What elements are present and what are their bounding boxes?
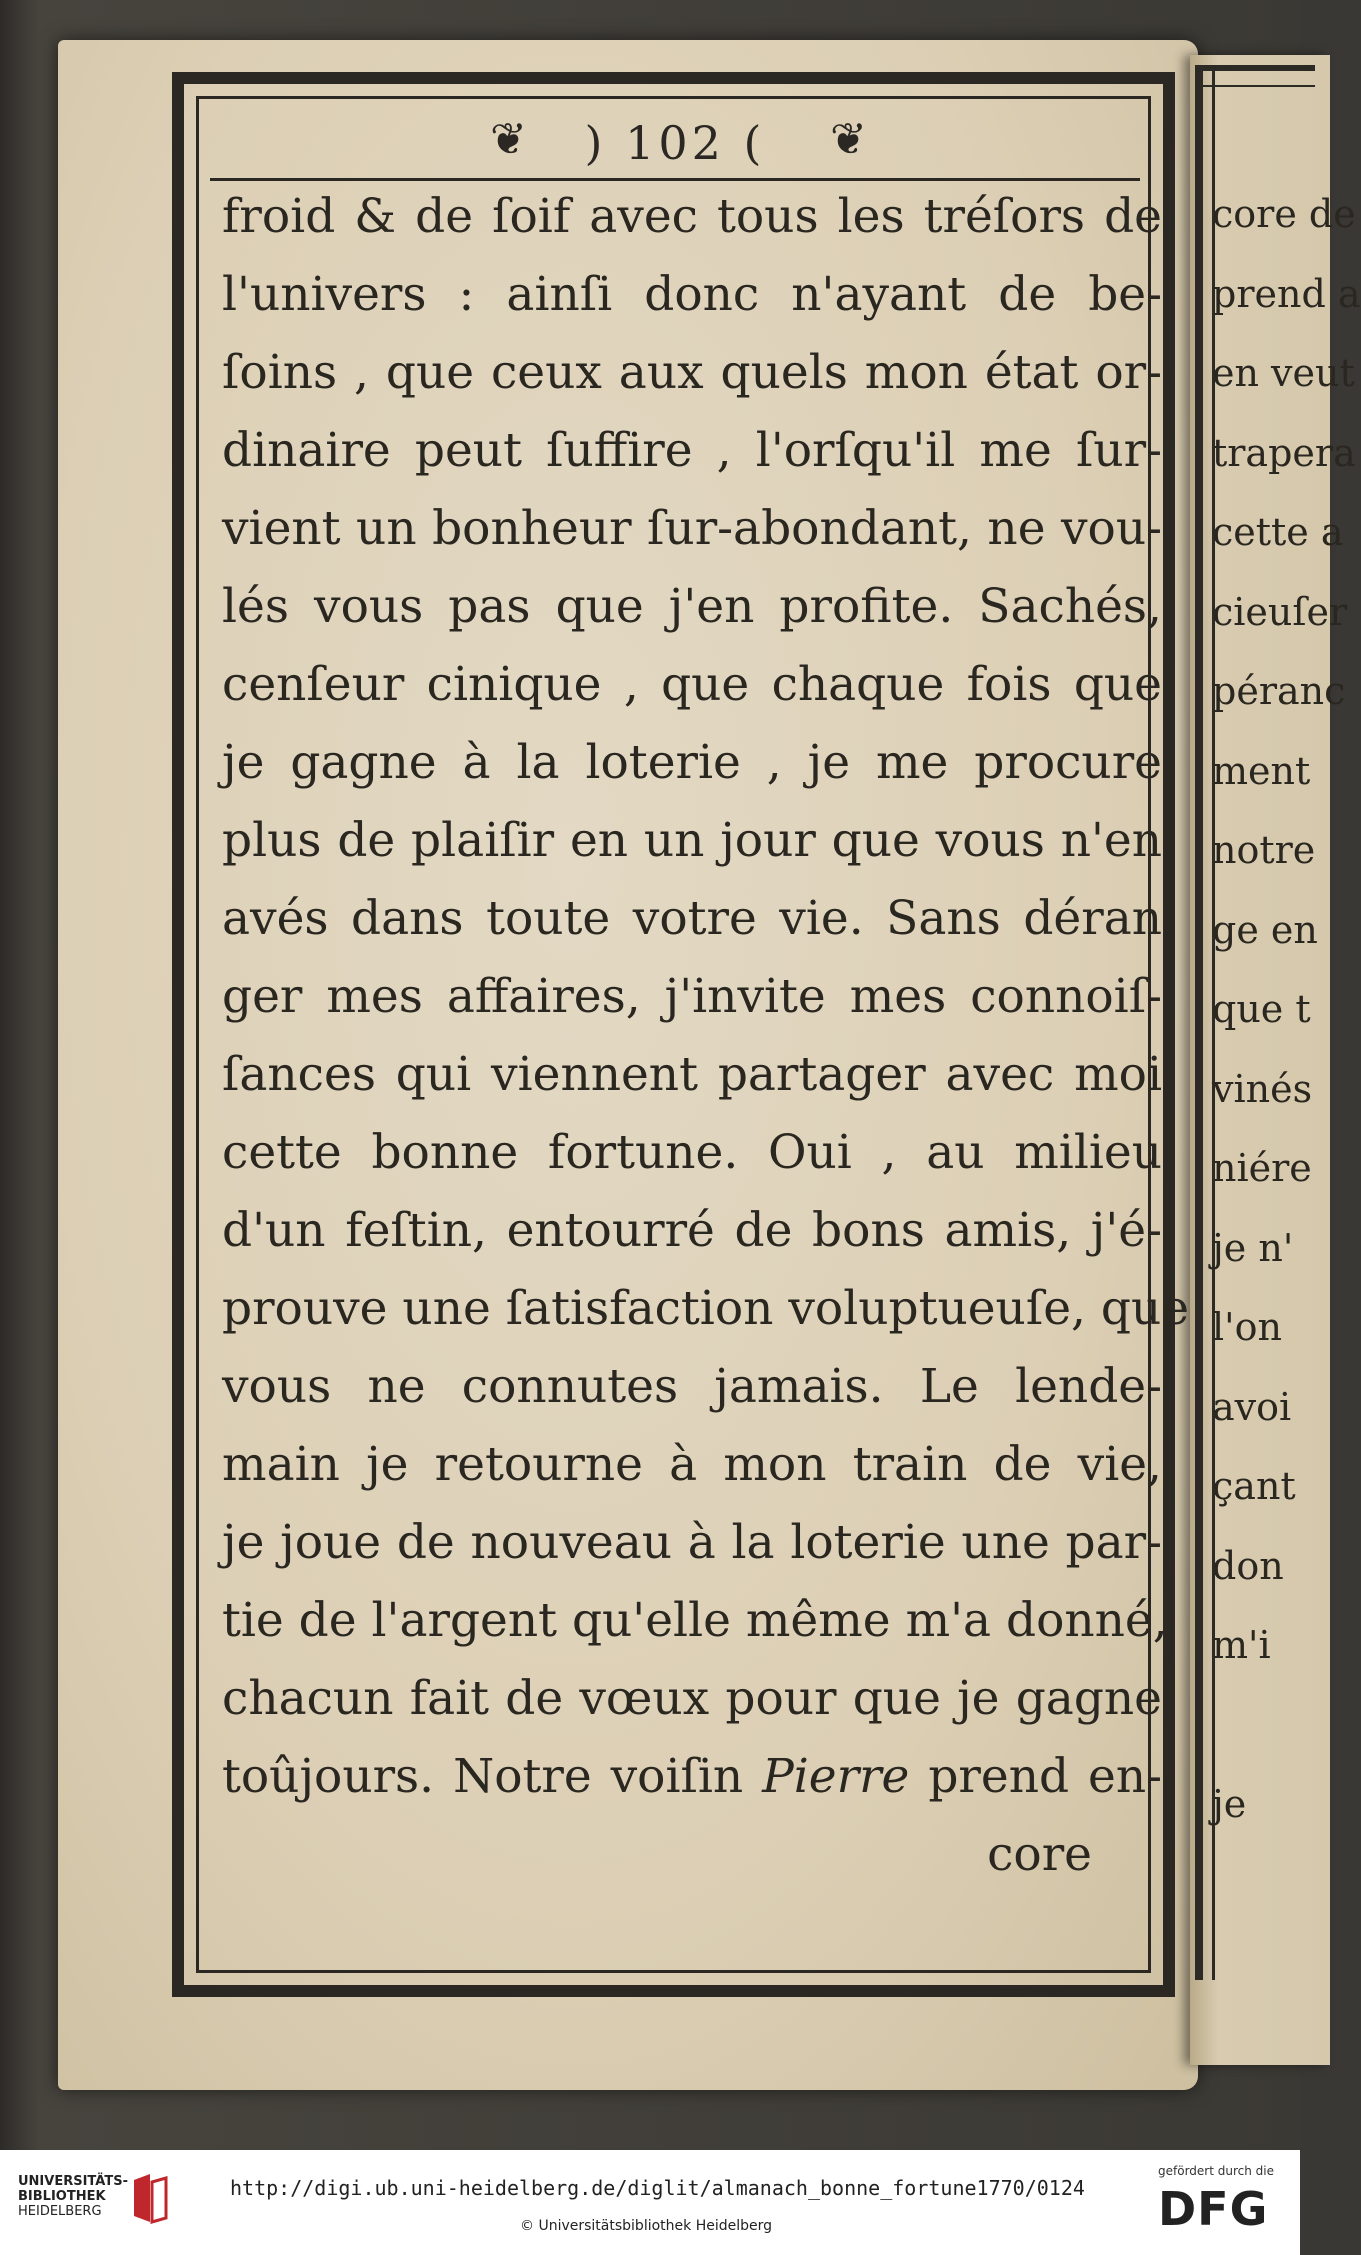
italic-name: Pierre [762, 1749, 910, 1804]
facing-text-line: cieuſer [1212, 589, 1348, 634]
institution-line-3: HEIDELBERG [18, 2204, 102, 2219]
institution-name [18, 2174, 128, 2219]
facing-text-line: ment [1212, 748, 1311, 793]
text-line: vous ne connutes jamais. Le lende- [222, 1359, 1162, 1414]
facing-text-line: vinés [1212, 1066, 1313, 1111]
facing-page-text [1212, 175, 1361, 1845]
institution-line-2: BIBLIOTHEK [18, 2189, 106, 2204]
text-line: ſances qui viennent partager avec moi [222, 1047, 1162, 1102]
text-line: ger mes affaires, j'invite mes connoiſ- [222, 969, 1162, 1024]
permalink-link[interactable]: http://digi.ub.uni-heidelberg.de/diglit/almanach_bonne_fortune1770/0124 [230, 2176, 1085, 2200]
facing-text-line: niére [1212, 1146, 1312, 1190]
text-line: prouve une ſatisfaction voluptueuſe, que [222, 1281, 1190, 1336]
page-body-text [222, 178, 1190, 1894]
facing-text-line: çant [1212, 1464, 1296, 1508]
facing-text-line: que t [1212, 987, 1311, 1031]
facing-text-line: l'on [1212, 1305, 1282, 1349]
text-line: je joue de nouveau à la loterie une par- [222, 1515, 1162, 1570]
library-logo-icon [130, 2172, 170, 2224]
institution-line-1: UNIVERSITÄTS- [18, 2174, 128, 2189]
text-line: lés vous pas que j'en profite. Sachés, [222, 579, 1162, 634]
text-line: plus de plaiſir en un jour que vous n'en [222, 813, 1162, 868]
text-line: toûjours. Notre voiſin Pierre prend en- [222, 1749, 1162, 1804]
facing-text-line: notre [1212, 828, 1316, 872]
page-header [210, 108, 1140, 181]
text-line: chacun fait de vœux pour que je gagne [222, 1671, 1162, 1726]
viewer-footer [0, 2150, 1300, 2255]
facing-text-line: avoi [1212, 1384, 1292, 1429]
funding-note: gefördert durch die [1158, 2164, 1274, 2178]
text-line: vient un bonheur ſur-abondant, ne vou- [222, 501, 1162, 556]
text-line: tie de l'argent qu'elle même m'a donné, [222, 1593, 1168, 1648]
facing-text-line: cette a [1212, 510, 1344, 554]
facing-text-line: je [1212, 1782, 1247, 1826]
text-line: je gagne à la loterie , je me procure [222, 735, 1162, 790]
facing-text-line: trapera [1212, 430, 1356, 475]
facing-text-line: péranc [1212, 669, 1346, 713]
text-line: ſoins , que ceux aux quels mon état or- [222, 345, 1162, 400]
text-line: l'univers : ainſi donc n'ayant de be- [222, 267, 1162, 322]
facing-text-line: core de [1212, 192, 1356, 236]
dfg-logo: DFG [1158, 2182, 1269, 2236]
facing-text-line: don [1212, 1543, 1284, 1588]
text-line: avés dans toute votre vie. Sans déran [222, 891, 1162, 946]
copyright-notice: © Universitätsbibliothek Heidelberg [520, 2218, 773, 2234]
facing-text-line: en veut [1212, 351, 1355, 395]
left-ornament-icon: ❦ [490, 114, 527, 165]
catchword: core [987, 1827, 1092, 1882]
facing-text-line: prend a [1212, 271, 1361, 316]
facing-text-line [1212, 1686, 1322, 1766]
text-line: cette bonne fortune. Oui , au milieu [222, 1125, 1162, 1180]
facing-text-line: ge en [1212, 907, 1318, 952]
text-line: froid & de ſoif avec tous les tréſors de [222, 189, 1162, 244]
right-ornament-icon: ❦ [830, 114, 867, 165]
text-line: d'un feſtin, entourré de bons amis, j'é- [222, 1203, 1162, 1258]
page-number: ) 102 ( [584, 116, 766, 170]
facing-text-line: je n' [1212, 1225, 1294, 1270]
text-line: cenſeur cinique , que chaque fois que [222, 657, 1162, 712]
text-line: main je retourne à mon train de vie, [222, 1437, 1162, 1492]
text-line: dinaire peut ſuffire , l'orſqu'il me ſur- [222, 423, 1162, 478]
facing-text-line: m'i [1212, 1623, 1271, 1667]
